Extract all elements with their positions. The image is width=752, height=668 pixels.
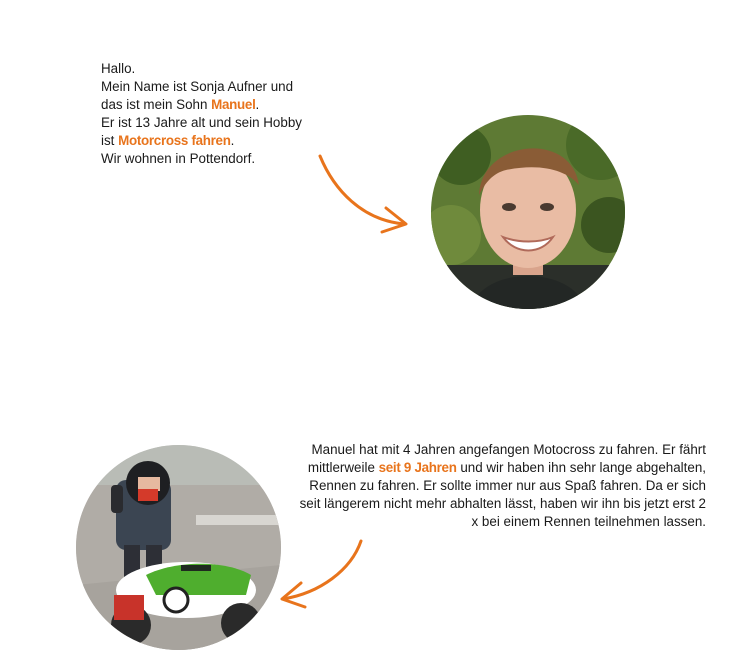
- highlight-seit-9-jahren: seit 9 Jahren: [378, 460, 457, 475]
- story-paragraph: Manuel hat mit 4 Jahren angefangen Motocross zu fahren. Er fährt mittlerweile seit 9 Jahren und wir haben ihn sehr lange abgehalten, Rennen zu fahren. Er sollte immer nur aus Spaß fahren. Da er sich seit längerem nicht mehr abhalten lässt, haben wir ihn bis jetzt erst 2 x bei einem Rennen teilnehmen lassen.: [299, 442, 706, 529]
- child-on-bike-image: [76, 445, 281, 650]
- intro-line-son: das ist mein Sohn Manuel.: [101, 97, 260, 112]
- story-text: [290, 441, 706, 531]
- highlight-manuel: Manuel: [211, 97, 256, 112]
- arrow-to-portrait-icon: [312, 150, 412, 235]
- boy-portrait-image: [431, 115, 625, 309]
- intro-line-hobby: ist Motorcross fahren.: [101, 133, 235, 148]
- intro-line-greeting: Hallo.: [101, 61, 136, 76]
- intro-line-name: Mein Name ist Sonja Aufner und: [101, 79, 294, 94]
- highlight-motorcross: Motorcross fahren: [118, 133, 231, 148]
- bike-photo: [76, 445, 281, 650]
- intro-line-town: Wir wohnen in Pottendorf.: [101, 151, 256, 166]
- portrait-photo: [431, 115, 625, 309]
- intro-line-age: Er ist 13 Jahre alt und sein Hobby: [101, 115, 302, 130]
- arrow-to-bike-photo-icon: [275, 535, 370, 610]
